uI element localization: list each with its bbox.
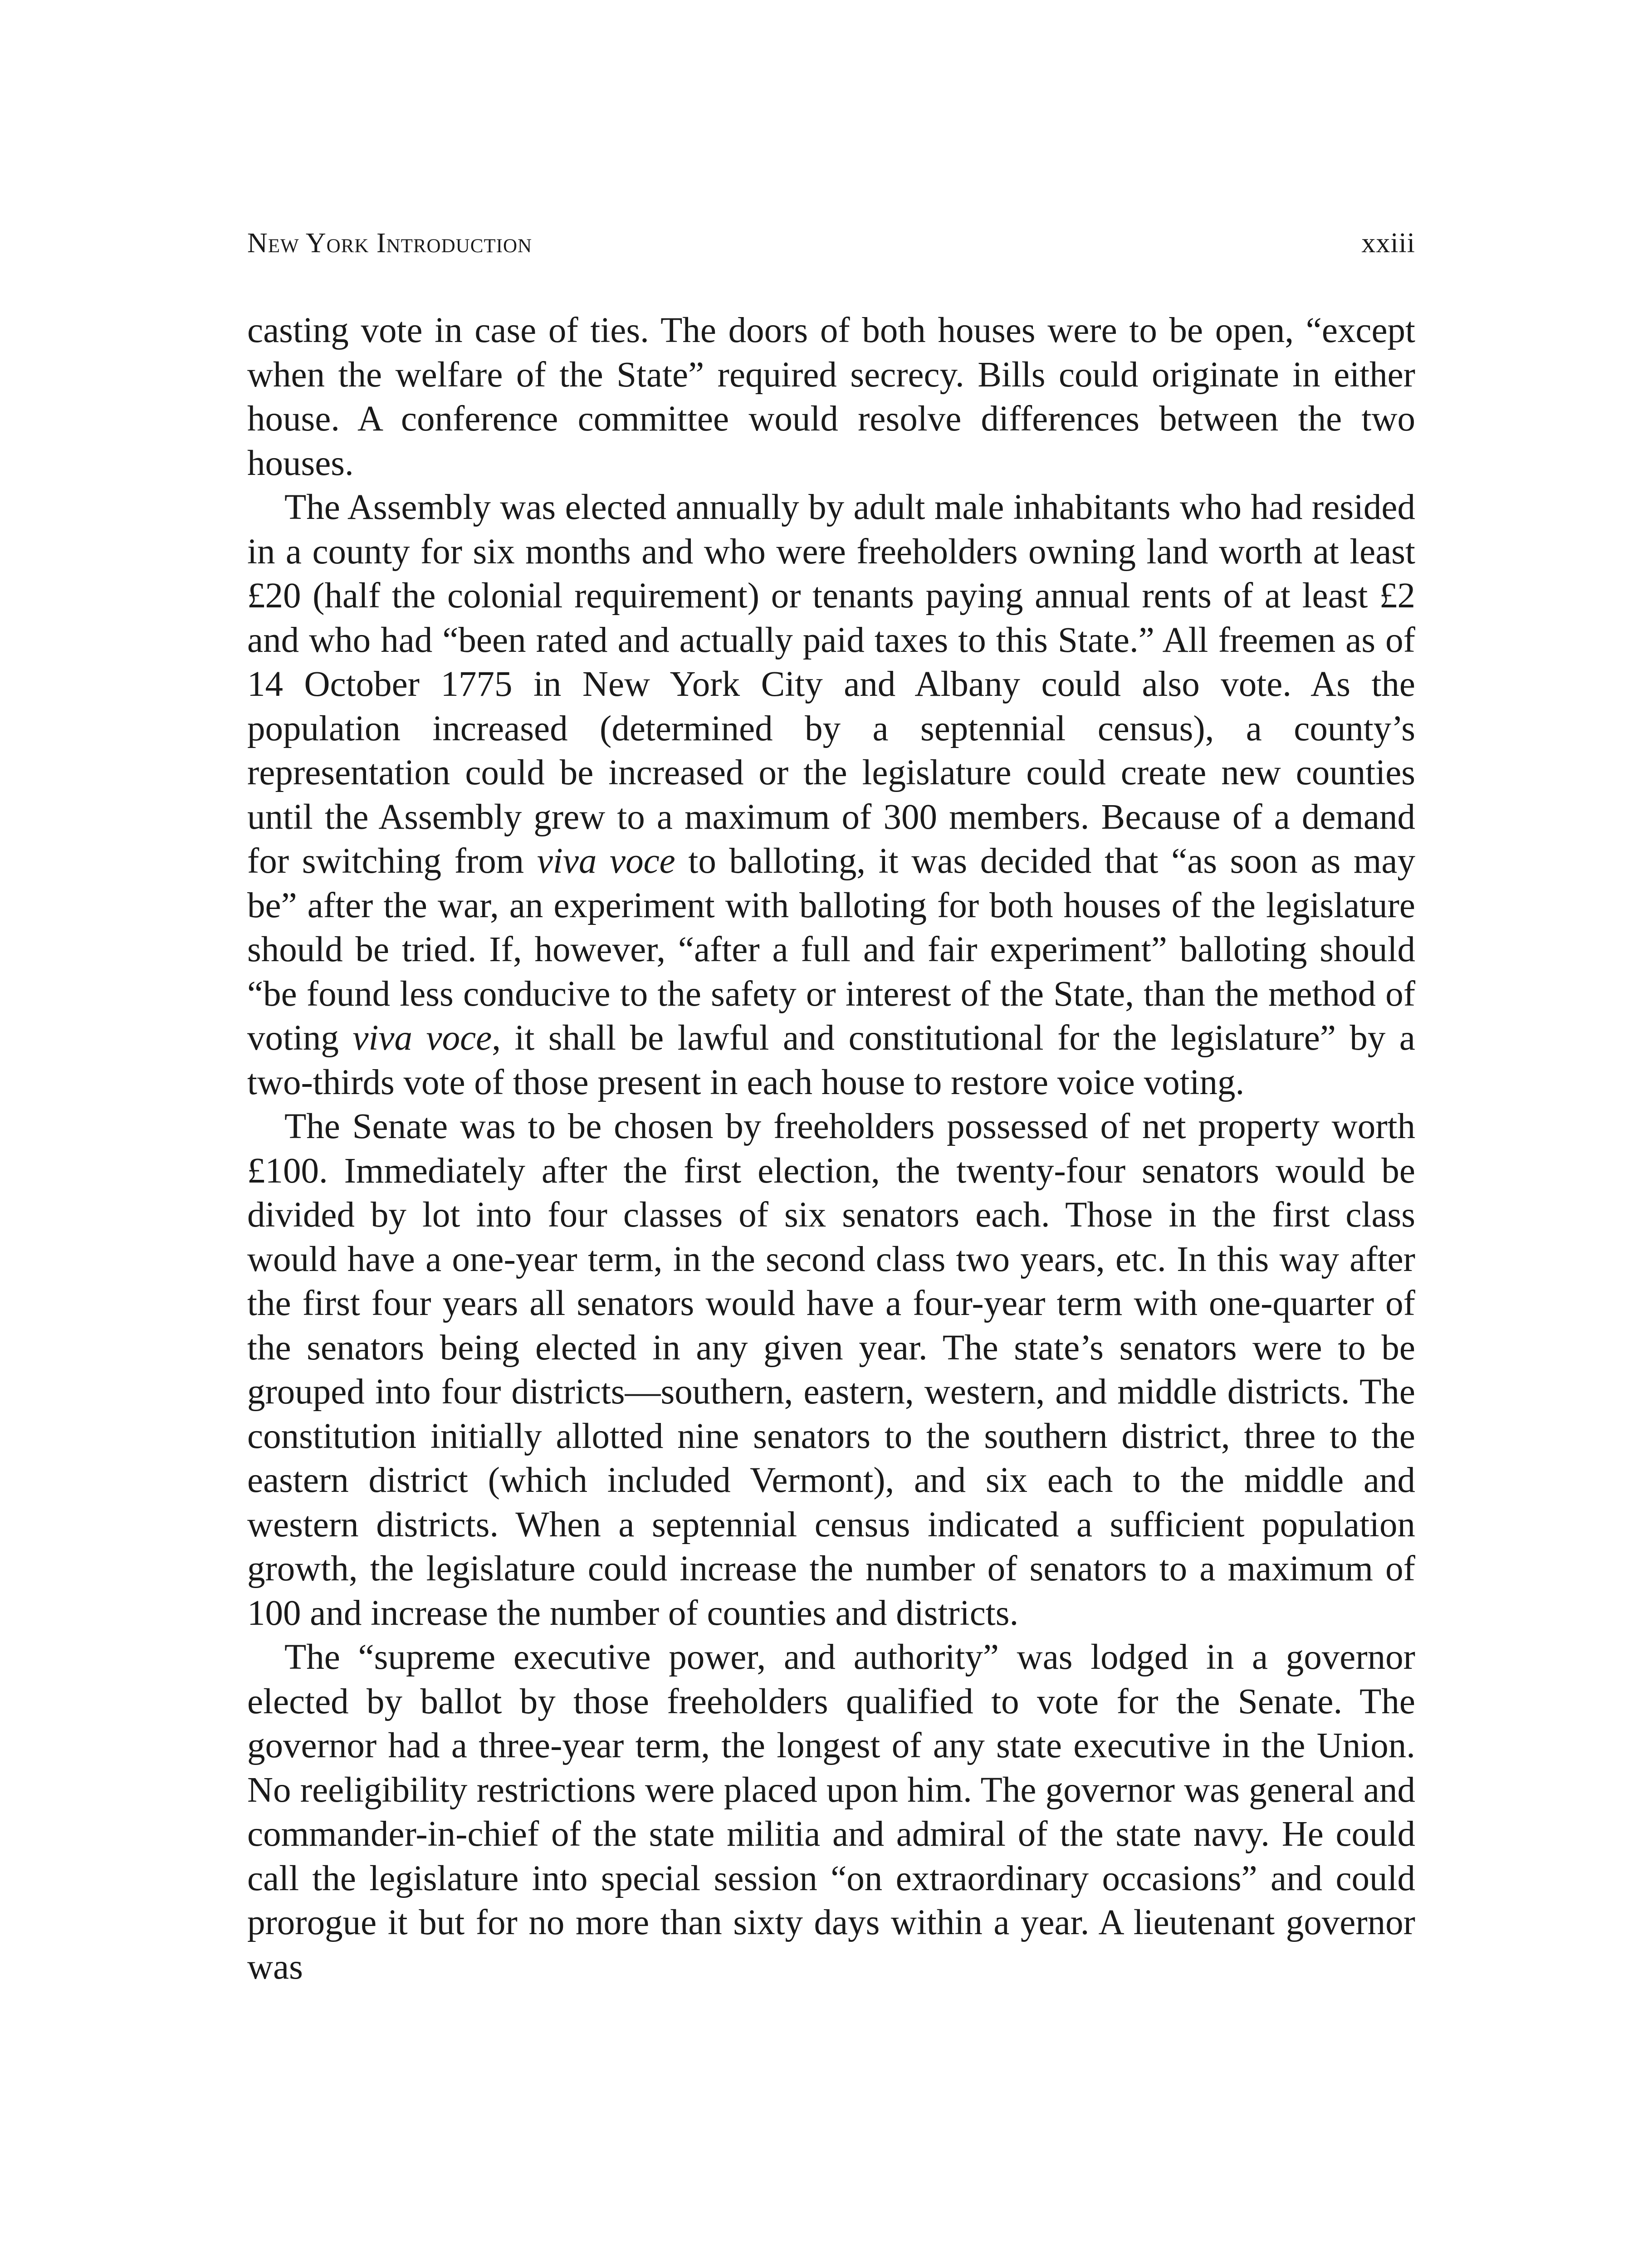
running-title: New York Introduction — [247, 228, 533, 259]
page-number: xxiii — [1361, 228, 1415, 259]
italic-phrase: viva voce — [352, 1018, 492, 1058]
paragraph-assembly: The Assembly was elected annually by adult male inhabitants who had resided in a county for six months and who were freeholders owning land worth at least £20 (half the colonial requirement) or tenants paying annual rents of at least £2 and who had “been rated and actually paid taxes to this State.” All freemen as of 14 October 1775 in New York City and Albany could also vote. As the population increased (determined by a septennial census), a county’s representation could be increased or the legislature could create new counties until the Assembly grew to a maximum of 300 members. Because of a demand for switching from viva voce to balloting, it was decided that “as soon as may be” after the war, an experiment with balloting for both houses of the legislature should be tried. If, however, “after a full and fair experiment” balloting should “be found less conducive to the safety or interest of the State, than the method of voting viva voce, it shall be lawful and constitutional for the legislature” by a two-thirds vote of those present in each house to restore voice voting. — [247, 488, 1415, 1102]
paragraph-governor: The “supreme executive power, and authority” was lodged in a governor elected by ballot by those freeholders qualified to vote for the Senate. The governor had a three-year term, the longest of any state executive in the Union. No reeligibility restrictions were placed upon him. The governor was general and commander-in-chief of the state militia and admiral of the state navy. He could call the legislature into special session “on extraordinary occasions” and could prorogue it but for no more than sixty days within a year. A lieutenant governor was — [247, 1637, 1415, 1987]
body-text — [247, 308, 1415, 1989]
italic-phrase: viva voce — [537, 841, 675, 881]
paragraph-senate: The Senate was to be chosen by freeholders possessed of net property worth £100. Immediately after the first election, the twenty-four senators would be divided by lot into four classes of six senators each. Those in the first class would have a one-year term, in the second class two years, etc. In this way after the first four years all senators would have a four-year term with one-quarter of the senators being elected in any given year. The state’s senators were to be grouped into four districts—southern, eastern, western, and middle districts. The constitution initially allotted nine senators to the southern district, three to the eastern district (which included Vermont), and six each to the middle and western districts. When a septennial census indicated a sufficient population growth, the legislature could increase the number of senators to a maximum of 100 and increase the number of counties and districts. — [247, 1107, 1415, 1633]
running-head — [247, 220, 1415, 266]
paragraph-continuation: casting vote in case of ties. The doors of both houses were to be open, “except when the welfare of the State” required secrecy. Bills could originate in either house. A conference committee would resolve differences between the two houses. — [247, 311, 1415, 483]
